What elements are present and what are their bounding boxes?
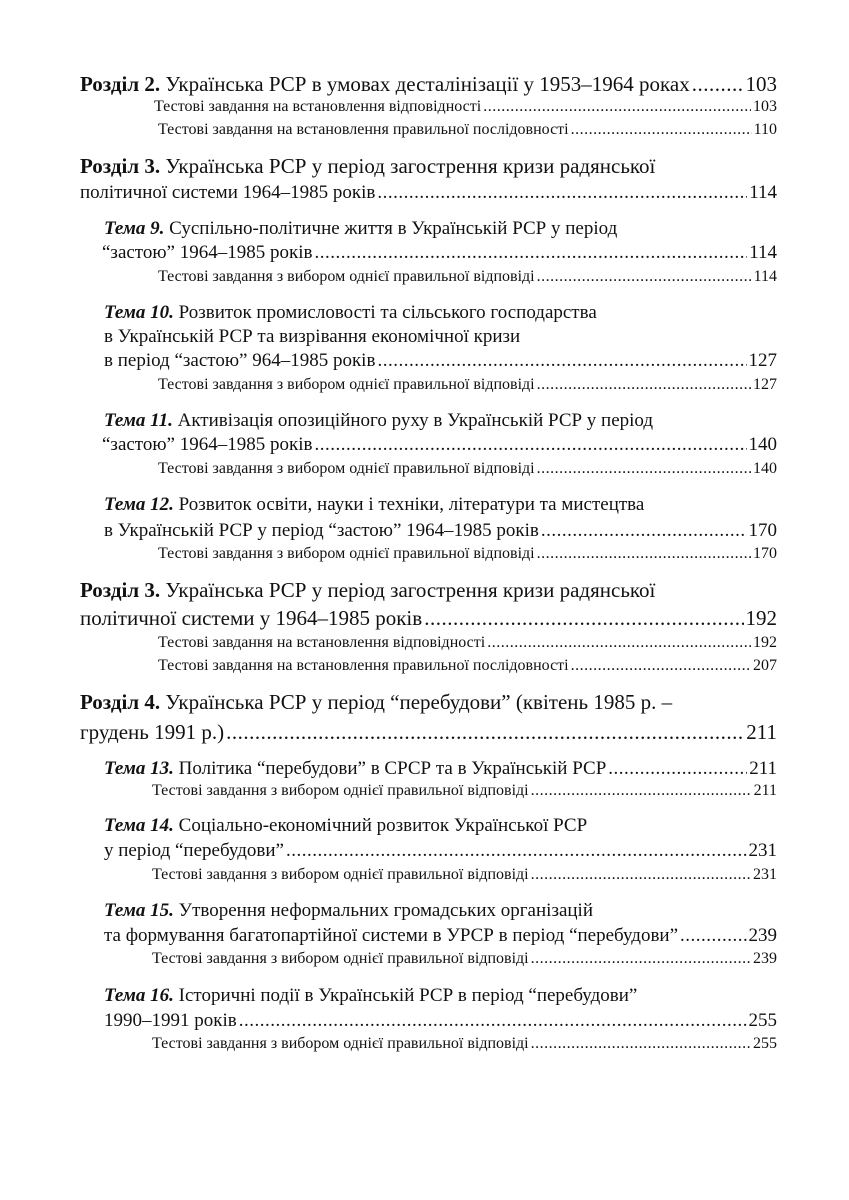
section-title-cont: політичної системи 1964–1985 років — [80, 182, 376, 203]
topic-label: Тема 9. — [104, 218, 165, 239]
dot-leader — [571, 657, 751, 675]
toc-section-2 — [80, 72, 777, 97]
toc-topic-12 — [104, 494, 777, 516]
page-number: 192 — [753, 634, 777, 651]
subentry-title: Тестові завдання на встановлення відповідності — [154, 98, 482, 115]
topic-title: Історичні події в Українській РСР в період “перебудови” — [178, 985, 638, 1006]
dot-leader — [541, 520, 747, 542]
topic-title-cont: в Українській РСР у період “застою” 1964–1985 років — [104, 520, 539, 541]
dot-leader — [239, 1010, 747, 1032]
page-number: 103 — [753, 98, 777, 115]
toc-subentry — [158, 268, 777, 286]
toc-subentry — [158, 121, 777, 139]
page-number: 211 — [746, 720, 777, 744]
section-title: Українська РСР у період “перебудови” (квітень 1985 р. – — [165, 690, 673, 714]
toc-subentry — [152, 782, 777, 800]
dot-leader — [692, 72, 744, 97]
subentry-title: Тестові завдання з вибором однієї правильної відповіді — [152, 782, 529, 799]
topic-title: Утворення неформальних громадських організацій — [178, 900, 593, 921]
toc-subentry — [158, 657, 777, 675]
subentry-title: Тестові завдання на встановлення правильної послідовності — [158, 121, 569, 138]
topic-title-cont: “застою” 1964–1985 років — [102, 242, 313, 263]
topic-title: Соціально-економічний розвиток Української РСР — [178, 815, 588, 836]
topic-title-cont: в Українській РСР та визрівання економічної кризи — [104, 326, 521, 347]
toc-topic-10 — [104, 302, 777, 324]
toc-topic-11-cont — [102, 434, 777, 456]
page-number: 211 — [749, 758, 777, 779]
subentry-title: Тестові завдання з вибором однієї правильної відповіді — [152, 866, 529, 883]
topic-label: Тема 12. — [104, 494, 174, 515]
subentry-title: Тестові завдання з вибором однієї правильної відповіді — [158, 545, 535, 562]
subentry-title: Тестові завдання на встановлення відповідності — [158, 634, 486, 651]
toc-topic-15 — [104, 900, 777, 922]
topic-title-cont: в період “застою” 964–1985 років — [104, 350, 376, 371]
toc-topic-12-cont — [104, 520, 777, 542]
page-number: 114 — [753, 268, 777, 285]
toc-subentry — [158, 376, 777, 394]
toc-topic-9-cont — [102, 242, 777, 264]
page-number: 110 — [753, 121, 777, 138]
section-label: Розділ 4. — [80, 690, 161, 714]
dot-leader — [531, 782, 752, 800]
page-number: 127 — [748, 350, 777, 371]
topic-title-cont: та формування багатопартійної системи в УРСР в період “перебудови” — [104, 925, 679, 946]
section-title-cont: грудень 1991 р.) — [80, 720, 225, 744]
dot-leader — [377, 182, 747, 204]
page-number: 140 — [748, 434, 777, 455]
dot-leader — [483, 98, 751, 116]
subentry-title: Тестові завдання з вибором однієї правильної відповіді — [152, 1035, 529, 1052]
topic-title: Суспільно-політичне життя в Українській РСР у період — [169, 218, 618, 239]
toc-section-4 — [80, 690, 777, 715]
subentry-title: Тестові завдання з вибором однієї правильної відповіді — [158, 268, 535, 285]
dot-leader — [531, 1035, 751, 1053]
toc-section-3b-cont — [80, 606, 777, 631]
toc-topic-10-cont — [104, 350, 777, 372]
toc-topic-9 — [104, 218, 777, 240]
toc-subentry — [158, 460, 777, 478]
topic-title-cont: “застою” 1964–1985 років — [102, 434, 313, 455]
page-number: 103 — [745, 72, 777, 96]
page-number: 114 — [749, 182, 777, 203]
section-title: Українська РСР у період загострення кризи радянської — [165, 154, 656, 178]
dot-leader — [571, 121, 752, 139]
toc-topic-16-cont — [104, 1010, 777, 1032]
topic-label: Тема 16. — [104, 985, 174, 1006]
topic-title: Політика “перебудови” в СРСР та в Українській РСР — [178, 758, 607, 779]
dot-leader — [537, 460, 751, 478]
toc-topic-11 — [104, 410, 777, 432]
dot-leader — [531, 950, 751, 968]
dot-leader — [531, 866, 751, 884]
toc-subentry — [152, 866, 777, 884]
page-number: 127 — [753, 376, 777, 393]
topic-label: Тема 15. — [104, 900, 174, 921]
dot-leader — [680, 925, 746, 947]
topic-label: Тема 13. — [104, 758, 174, 779]
dot-leader — [314, 242, 747, 264]
section-title: Українська РСР у період загострення кризи радянської — [165, 578, 656, 602]
topic-title-cont: у період “перебудови” — [104, 840, 284, 861]
toc-topic-13 — [104, 758, 777, 780]
toc-section-4-cont — [80, 720, 777, 745]
topic-label: Тема 14. — [104, 815, 174, 836]
dot-leader — [226, 720, 744, 745]
subentry-title: Тестові завдання з вибором однієї правильної відповіді — [158, 460, 535, 477]
toc-topic-15-cont — [104, 925, 777, 947]
topic-title: Активізація опозиційного руху в Українській РСР у період — [177, 410, 654, 431]
section-label: Розділ 3. — [80, 578, 161, 602]
page-number: 170 — [753, 545, 777, 562]
dot-leader — [424, 606, 743, 631]
dot-leader — [314, 434, 746, 456]
toc-subentry — [158, 634, 777, 652]
topic-label: Тема 10. — [104, 302, 174, 323]
topic-title: Розвиток промисловості та сільського господарства — [178, 302, 597, 323]
dot-leader — [608, 758, 747, 780]
toc-section-3b — [80, 578, 777, 603]
toc-section-3 — [80, 154, 777, 179]
page-number: 231 — [748, 840, 777, 861]
dot-leader — [487, 634, 751, 652]
dot-leader — [537, 545, 751, 563]
subentry-title: Тестові завдання на встановлення правильної послідовності — [158, 657, 569, 674]
toc-topic-16 — [104, 985, 777, 1007]
toc-subentry — [152, 950, 777, 968]
page-number: 140 — [753, 460, 777, 477]
page-number: 114 — [749, 242, 777, 263]
page-number: 239 — [748, 925, 777, 946]
page-number: 255 — [748, 1010, 777, 1031]
dot-leader — [537, 268, 752, 286]
dot-leader — [286, 840, 747, 862]
page-number: 192 — [745, 606, 777, 630]
toc-section-3-cont — [80, 182, 777, 204]
toc-subentry — [152, 1035, 777, 1053]
toc-subentry — [158, 545, 777, 563]
section-title: Українська РСР в умовах десталінізації у 1953–1964 роках — [165, 72, 690, 96]
toc-topic-10-cont — [104, 326, 777, 348]
page-number: 207 — [753, 657, 777, 674]
page-number: 211 — [753, 782, 777, 799]
toc-subentry — [154, 98, 777, 116]
section-label: Розділ 3. — [80, 154, 161, 178]
dot-leader — [377, 350, 746, 372]
page-number: 239 — [753, 950, 777, 967]
subentry-title: Тестові завдання з вибором однієї правильної відповіді — [158, 376, 535, 393]
toc-topic-14-cont — [104, 840, 777, 862]
topic-title-cont: 1990–1991 років — [104, 1010, 237, 1031]
toc-topic-14 — [104, 815, 777, 837]
topic-title: Розвиток освіти, науки і техніки, літератури та мистецтва — [178, 494, 645, 515]
topic-label: Тема 11. — [104, 410, 173, 431]
subentry-title: Тестові завдання з вибором однієї правильної відповіді — [152, 950, 529, 967]
page-number: 231 — [753, 866, 777, 883]
page-number: 170 — [748, 520, 777, 541]
section-label: Розділ 2. — [80, 72, 161, 96]
page-number: 255 — [753, 1035, 777, 1052]
dot-leader — [537, 376, 751, 394]
section-title-cont: політичної системи у 1964–1985 років — [80, 606, 423, 630]
